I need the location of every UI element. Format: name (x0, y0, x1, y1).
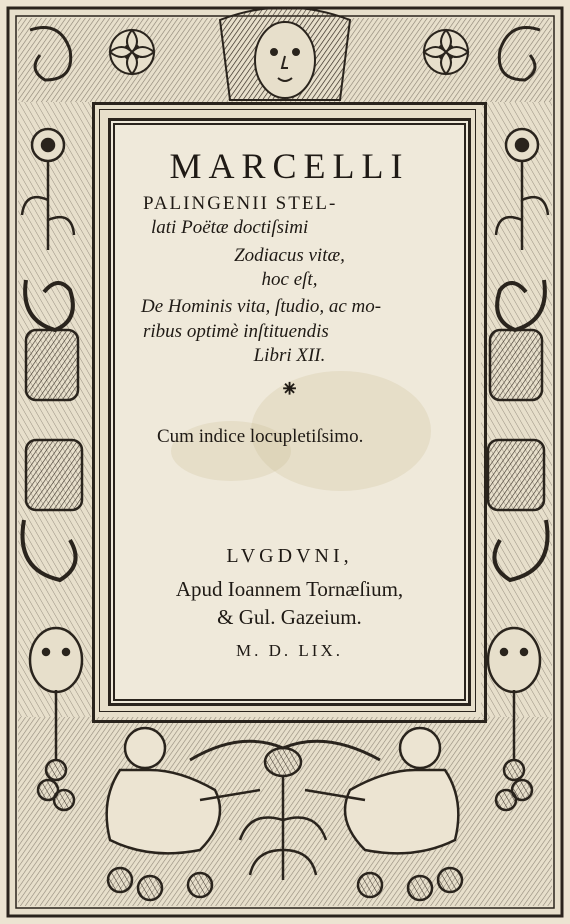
imprint-city: LVGDVNI, (226, 545, 353, 567)
author-subline: PALINGENII STEL- (143, 193, 338, 214)
imprint-publisher-2: & Gul. Gazeium. (217, 605, 362, 629)
title-line-2: Zodiacus vitæ, (234, 245, 345, 266)
title-line-4: De Hominis vita, ſtudio, ac mo- (141, 296, 382, 317)
title-line-3: hoc eſt, (261, 269, 318, 290)
author-name: MARCELLI (169, 146, 410, 186)
asterism-ornament: ⁕ (279, 375, 300, 403)
title-line-1: lati Poëtæ doctiſsimi (151, 217, 309, 238)
title-line-6: Libri XII. (253, 345, 326, 366)
mask-face-top (220, 8, 350, 101)
imprint-date: M. D. LIX. (236, 641, 343, 660)
index-line: Cum indice locupletiſsimo. (157, 426, 364, 447)
flower-ornament-top-right (424, 30, 468, 74)
flower-ornament-top-left (110, 30, 154, 74)
title-text-panel (108, 118, 471, 706)
title-line-5: ribus optimè inſtituendis (143, 321, 329, 342)
imprint-publisher-1: Apud Ioannem Tornæſium, (175, 577, 404, 601)
